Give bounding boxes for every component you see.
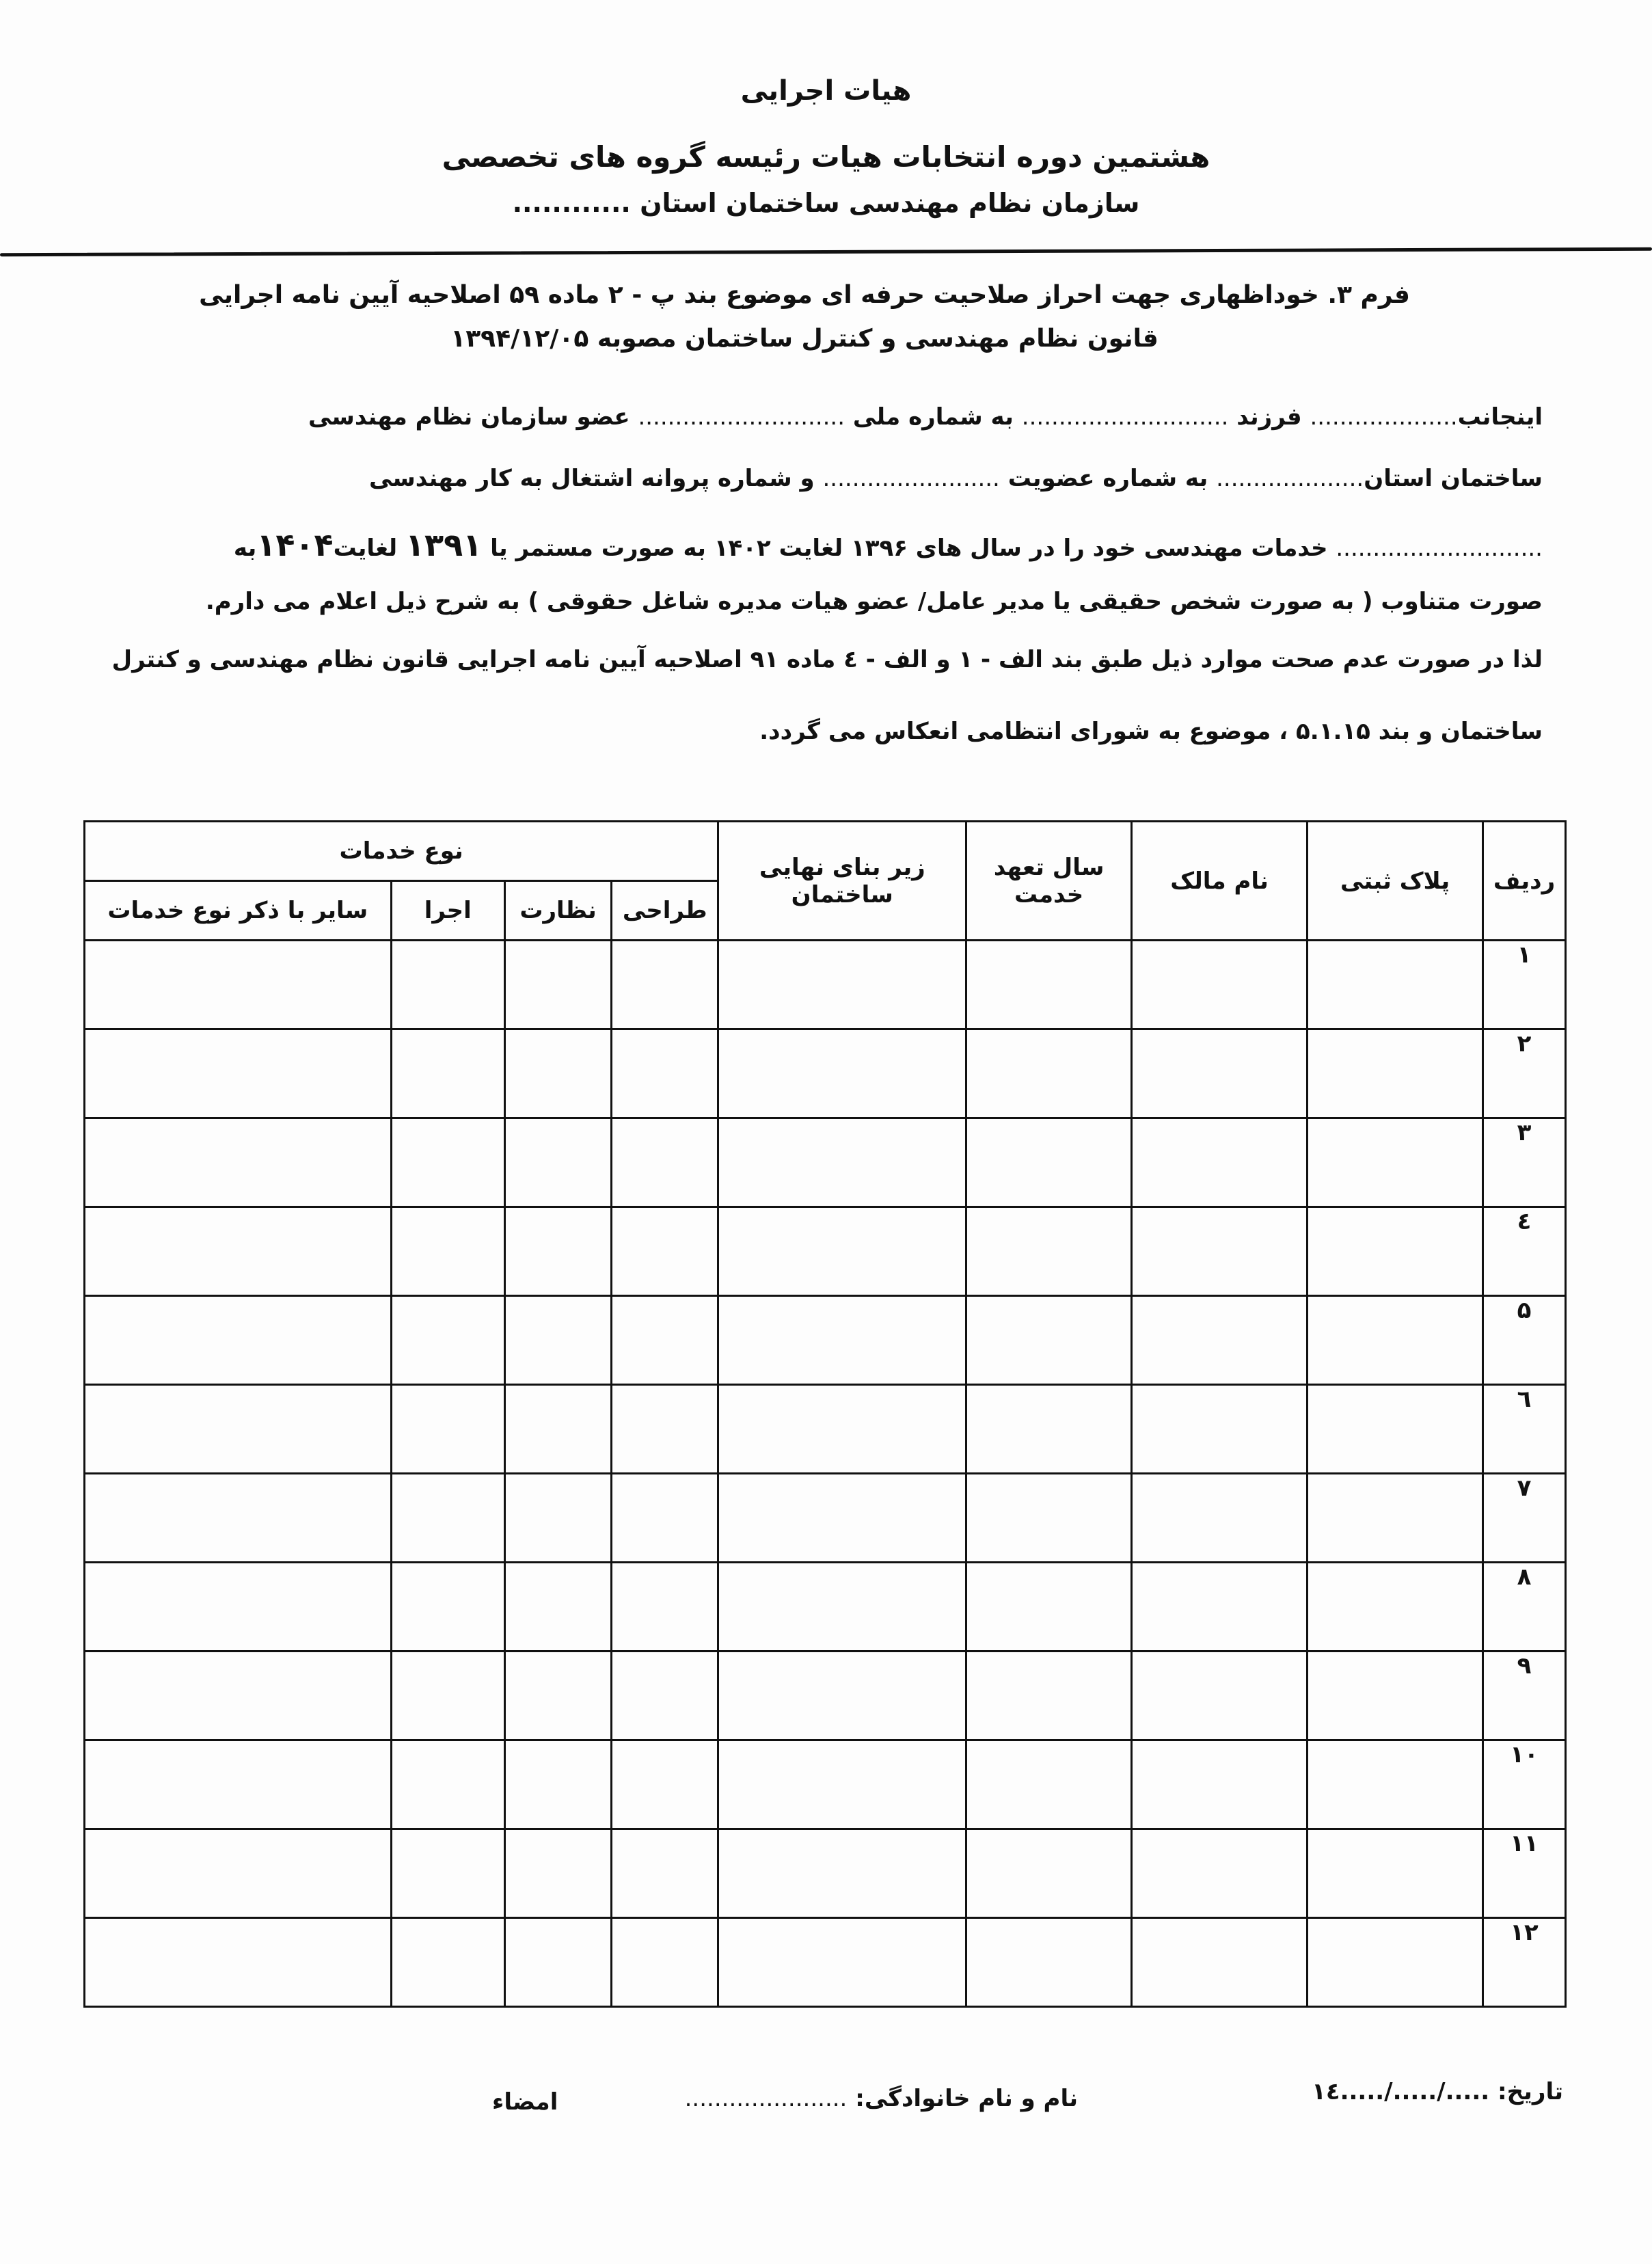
cell-supervision[interactable] bbox=[504, 1563, 611, 1652]
header-other: سایر با ذکر نوع خدمات bbox=[85, 881, 392, 941]
cell-owner[interactable] bbox=[1132, 1829, 1308, 1918]
father-name-field[interactable]: ............................ bbox=[1021, 403, 1229, 431]
table-row bbox=[85, 941, 1566, 1029]
body-line-5: لذا در صورت عدم صحت موارد ذیل طبق بند الف - ۱ و الف - ٤ ماده ۹۱ اصلاحیه آیین نامه اجرایی قانون نظام مهندسی و کنترل bbox=[111, 646, 1543, 673]
date-input[interactable]: ...../...../.....۱٤ bbox=[1312, 2078, 1490, 2105]
header-owner: نام مالک bbox=[1132, 822, 1308, 941]
cell-owner[interactable] bbox=[1132, 1652, 1308, 1740]
header-line-2: هشتمین دوره انتخابات هیات رئیسه گروه های تخصصی bbox=[442, 140, 1210, 174]
cell-owner[interactable] bbox=[1132, 1296, 1308, 1385]
cell-design[interactable] bbox=[612, 1740, 718, 1829]
cell-year[interactable] bbox=[966, 1474, 1132, 1563]
table-row bbox=[85, 1296, 1566, 1385]
header-area: زیر بنای نهایی ساختمان bbox=[718, 822, 966, 941]
header-row-no: ردیف bbox=[1483, 822, 1566, 941]
cell-year[interactable] bbox=[966, 1385, 1132, 1474]
name-label: نام و نام خانوادگی: bbox=[855, 2085, 1078, 2112]
body-line-6: ساختمان و بند ۵.۱.۱۵ ، موضوع به شورای انتظامی انعکاس می گردد. bbox=[759, 718, 1543, 745]
cell-area[interactable] bbox=[718, 1296, 966, 1385]
cell-plaque[interactable] bbox=[1308, 1652, 1483, 1740]
cell-execution[interactable] bbox=[391, 941, 504, 1029]
national-id-field[interactable]: ............................ bbox=[638, 403, 845, 431]
cell-other[interactable] bbox=[85, 1118, 392, 1207]
cell-area[interactable] bbox=[718, 1385, 966, 1474]
header-execution: اجرا bbox=[391, 881, 504, 941]
signature-label: امضاء bbox=[492, 2088, 558, 2116]
cell-execution[interactable] bbox=[391, 1207, 504, 1296]
cell-plaque[interactable] bbox=[1308, 1385, 1483, 1474]
cell-area[interactable] bbox=[718, 1474, 966, 1563]
cell-supervision[interactable] bbox=[504, 1474, 611, 1563]
cell-plaque[interactable] bbox=[1308, 941, 1483, 1029]
cell-area[interactable] bbox=[718, 1563, 966, 1652]
cell-supervision[interactable] bbox=[504, 1207, 611, 1296]
cell-year[interactable] bbox=[966, 1918, 1132, 2007]
cell-supervision[interactable] bbox=[504, 1918, 611, 2007]
text: خدمات مهندسی خود را در سال های ۱۳۹۶ لغایت ۱۴۰۲ به صورت مستمر یا bbox=[490, 535, 1328, 562]
cell-plaque[interactable] bbox=[1308, 1207, 1483, 1296]
table-row bbox=[85, 1474, 1566, 1563]
cell-row-no: ۱۱ bbox=[1483, 1829, 1566, 1918]
cell-plaque[interactable] bbox=[1308, 1918, 1483, 2007]
year-to: ۱۴۰۴ bbox=[256, 526, 334, 563]
cell-execution[interactable] bbox=[391, 1829, 504, 1918]
body-line-1 bbox=[107, 403, 1543, 431]
cell-execution[interactable] bbox=[391, 1296, 504, 1385]
cell-row-no: ٦ bbox=[1483, 1385, 1566, 1474]
table-row bbox=[85, 1563, 1566, 1652]
cell-design[interactable] bbox=[612, 1385, 718, 1474]
table-row bbox=[85, 1385, 1566, 1474]
services-table bbox=[83, 820, 1567, 2008]
cell-owner[interactable] bbox=[1132, 1118, 1308, 1207]
cell-year[interactable] bbox=[966, 1563, 1132, 1652]
cell-row-no: ۱ bbox=[1483, 941, 1566, 1029]
cell-design[interactable] bbox=[612, 1563, 718, 1652]
cell-owner[interactable] bbox=[1132, 1474, 1308, 1563]
cell-area[interactable] bbox=[718, 1829, 966, 1918]
table-row bbox=[85, 1740, 1566, 1829]
cell-area[interactable] bbox=[718, 1207, 966, 1296]
header-supervision: نظارت bbox=[504, 881, 611, 941]
cell-owner[interactable] bbox=[1132, 1740, 1308, 1829]
cell-row-no: ۲ bbox=[1483, 1029, 1566, 1118]
cell-area[interactable] bbox=[718, 1918, 966, 2007]
cell-owner[interactable] bbox=[1132, 1385, 1308, 1474]
cell-supervision[interactable] bbox=[504, 1652, 611, 1740]
text: به شماره عضویت bbox=[1007, 465, 1208, 492]
cell-design[interactable] bbox=[612, 1118, 718, 1207]
cell-row-no: ۱۰ bbox=[1483, 1740, 1566, 1829]
year-from: ۱۳۹۱ bbox=[405, 526, 483, 563]
cell-row-no: ۹ bbox=[1483, 1652, 1566, 1740]
cell-row-no: ۱۲ bbox=[1483, 1918, 1566, 2007]
cell-design[interactable] bbox=[612, 1652, 718, 1740]
header-divider bbox=[0, 247, 1652, 256]
cell-owner[interactable] bbox=[1132, 1563, 1308, 1652]
form-title-line-2: قانون نظام مهندسی و کنترل ساختمان مصوبه ۱۳۹۴/۱۲/۰۵ bbox=[450, 325, 1159, 353]
cell-other[interactable] bbox=[85, 1563, 392, 1652]
cell-year[interactable] bbox=[966, 1118, 1132, 1207]
header-year: سال تعهد خدمت bbox=[966, 822, 1132, 941]
cell-plaque[interactable] bbox=[1308, 1740, 1483, 1829]
cell-other[interactable] bbox=[85, 1029, 392, 1118]
cell-year[interactable] bbox=[966, 1296, 1132, 1385]
cell-row-no: ۵ bbox=[1483, 1296, 1566, 1385]
table-row bbox=[85, 1652, 1566, 1740]
cell-area[interactable] bbox=[718, 1029, 966, 1118]
header-line-1: هیات اجرایی bbox=[740, 75, 912, 107]
table-row bbox=[85, 1207, 1566, 1296]
header-design: طراحی bbox=[612, 881, 718, 941]
cell-execution[interactable] bbox=[391, 1563, 504, 1652]
cell-design[interactable] bbox=[612, 1474, 718, 1563]
name-field[interactable]: .................... bbox=[1310, 403, 1458, 431]
cell-supervision[interactable] bbox=[504, 941, 611, 1029]
cell-row-no: ۷ bbox=[1483, 1474, 1566, 1563]
cell-design[interactable] bbox=[612, 1207, 718, 1296]
body-line-3 bbox=[107, 526, 1543, 563]
cell-plaque[interactable] bbox=[1308, 1118, 1483, 1207]
cell-other[interactable] bbox=[85, 1829, 392, 1918]
cell-execution[interactable] bbox=[391, 1029, 504, 1118]
cell-area[interactable] bbox=[718, 1740, 966, 1829]
date-label: تاریخ: bbox=[1498, 2078, 1563, 2105]
table-row bbox=[85, 1029, 1566, 1118]
text: عضو سازمان نظام مهندسی bbox=[308, 403, 630, 431]
cell-owner[interactable] bbox=[1132, 1918, 1308, 2007]
text: لغایت bbox=[333, 535, 398, 562]
cell-other[interactable] bbox=[85, 1918, 392, 2007]
cell-supervision[interactable] bbox=[504, 1385, 611, 1474]
body-line-4: صورت متناوب ( به صورت شخص حقیقی یا مدیر عامل/ عضو هیات مدیره شاغل حقوقی ) به شرح ذیل اعلام می دارم. bbox=[205, 588, 1543, 615]
cell-owner[interactable] bbox=[1132, 941, 1308, 1029]
text: فرزند bbox=[1236, 403, 1302, 431]
cell-design[interactable] bbox=[612, 1296, 718, 1385]
table-row bbox=[85, 1829, 1566, 1918]
cell-other[interactable] bbox=[85, 1385, 392, 1474]
cell-owner[interactable] bbox=[1132, 1029, 1308, 1118]
text: اینجانب bbox=[1457, 403, 1543, 431]
license-number-field[interactable]: ............................ bbox=[1336, 535, 1543, 562]
cell-plaque[interactable] bbox=[1308, 1296, 1483, 1385]
cell-execution[interactable] bbox=[391, 1918, 504, 2007]
cell-owner[interactable] bbox=[1132, 1207, 1308, 1296]
cell-row-no: ٤ bbox=[1483, 1207, 1566, 1296]
cell-design[interactable] bbox=[612, 1829, 718, 1918]
cell-row-no: ۳ bbox=[1483, 1118, 1566, 1207]
cell-design[interactable] bbox=[612, 1029, 718, 1118]
cell-year[interactable] bbox=[966, 1829, 1132, 1918]
cell-supervision[interactable] bbox=[504, 1029, 611, 1118]
table-row bbox=[85, 1918, 1566, 2007]
membership-number-field[interactable]: ........................ bbox=[822, 465, 1000, 492]
cell-supervision[interactable] bbox=[504, 1296, 611, 1385]
cell-plaque[interactable] bbox=[1308, 1829, 1483, 1918]
cell-design[interactable] bbox=[612, 1918, 718, 2007]
cell-other[interactable] bbox=[85, 1652, 392, 1740]
header-plaque: پلاک ثبتی bbox=[1308, 822, 1483, 941]
header-line-3: سازمان نظام مهندسی ساختمان استان ............ bbox=[512, 188, 1140, 218]
cell-area[interactable] bbox=[718, 1652, 966, 1740]
province-field[interactable]: .................... bbox=[1216, 465, 1364, 492]
cell-year[interactable] bbox=[966, 941, 1132, 1029]
header-service-type: نوع خدمات bbox=[85, 822, 718, 881]
form-title bbox=[155, 273, 1454, 361]
cell-area[interactable] bbox=[718, 1118, 966, 1207]
cell-other[interactable] bbox=[85, 1296, 392, 1385]
cell-other[interactable] bbox=[85, 941, 392, 1029]
text: به شماره ملی bbox=[852, 403, 1014, 431]
date-field bbox=[1312, 2078, 1563, 2105]
table-row bbox=[85, 1118, 1566, 1207]
cell-other[interactable] bbox=[85, 1740, 392, 1829]
cell-design[interactable] bbox=[612, 941, 718, 1029]
cell-plaque[interactable] bbox=[1308, 1029, 1483, 1118]
cell-area[interactable] bbox=[718, 941, 966, 1029]
cell-year[interactable] bbox=[966, 1029, 1132, 1118]
cell-year[interactable] bbox=[966, 1740, 1132, 1829]
name-input[interactable]: ...................... bbox=[684, 2085, 848, 2112]
text: ساختمان استان bbox=[1364, 465, 1543, 492]
text: به bbox=[233, 535, 257, 562]
cell-year[interactable] bbox=[966, 1207, 1132, 1296]
cell-plaque[interactable] bbox=[1308, 1563, 1483, 1652]
cell-execution[interactable] bbox=[391, 1118, 504, 1207]
cell-other[interactable] bbox=[85, 1474, 392, 1563]
cell-year[interactable] bbox=[966, 1652, 1132, 1740]
cell-execution[interactable] bbox=[391, 1474, 504, 1563]
cell-supervision[interactable] bbox=[504, 1740, 611, 1829]
table-body bbox=[85, 941, 1566, 2007]
cell-execution[interactable] bbox=[391, 1385, 504, 1474]
name-field bbox=[685, 2085, 1078, 2112]
cell-plaque[interactable] bbox=[1308, 1474, 1483, 1563]
cell-supervision[interactable] bbox=[504, 1118, 611, 1207]
cell-row-no: ۸ bbox=[1483, 1563, 1566, 1652]
cell-other[interactable] bbox=[85, 1207, 392, 1296]
cell-execution[interactable] bbox=[391, 1652, 504, 1740]
body-line-2 bbox=[107, 465, 1543, 492]
form-title-line-1: فرم ۳. خوداظهاری جهت احراز صلاحیت حرفه ای موضوع بند پ - ۲ ماده ۵۹ اصلاحیه آیین نامه اجرایی bbox=[199, 281, 1410, 309]
text: و شماره پروانه اشتغال به کار مهندسی bbox=[368, 465, 815, 492]
cell-supervision[interactable] bbox=[504, 1829, 611, 1918]
cell-execution[interactable] bbox=[391, 1740, 504, 1829]
